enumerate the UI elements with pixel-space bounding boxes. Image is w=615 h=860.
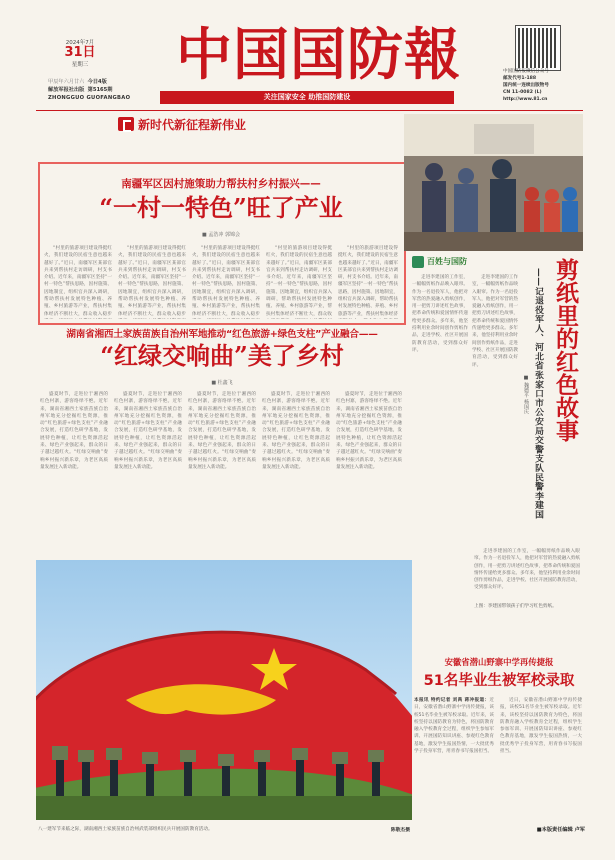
story-a-body-3: “村里的旅游项目建设得挺红火，我们建设的民宿生意也越来越好了。”近日，南疆军区某部官兵来到帮扶村走访调研，村支书介绍。近年来，南疆军区坚持“一村一特色”帮扶思路，因村施策、因地制宜，组织官兵深入调研，帮助帮扶村发展特色种植、养殖、乡村旅游等产业，帮扶村集体经济不断壮大，群众收入稳步: [192, 246, 260, 317]
bottom-body-2: 近日，安徽省潜山野寨中学再传捷报，该校51名毕业生被军校录取。近年来，该校坚持以国防教育为特色，将国防教育融入学校教育全过程，组织学生参加军训、开展国防知识讲座、参观红色教育基地，激发学生报国热情，一大批优秀学子投身军营，用青春书写报国担当。: [500, 698, 582, 755]
right-body: 走进李建国的工作室，一幅幅剪纸作品映入眼帘。作为一名退役军人，他把对军营的热爱融入剪纸创作，用一把剪刀讲述红色故事，把革命传统和爱国情怀传递给更多群众。多年来，他坚持利用业余时间创作剪纸作品，走进学校、社区开展国防教育活动，受到群众好评。: [412, 275, 468, 353]
post-code: 邮发代号1-188: [503, 76, 537, 81]
story-b-body-col3: [188, 391, 256, 553]
banner-people-defense: [412, 254, 502, 270]
bottom-body-col2: [500, 697, 582, 823]
story-b-headline: “红绿交响曲”美了乡村: [100, 341, 344, 370]
story-a-headline: “一村一特色”旺了产业: [99, 193, 343, 222]
bottom-body: 近日，安徽省潜山野寨中学再传捷报，该校51名毕业生被军校录取。近年来，该校坚持以国防教育为特色，将国防教育融入学校教育全过程，组织学生参加军训、开展国防知识讲座、参观红色教育基地，激发学生报国热情，一大批优秀学子投身军营，用青春书写报国担当。: [414, 698, 494, 755]
date-year-month: 2024年7月: [65, 40, 95, 46]
story-b-body-col5: [336, 391, 402, 553]
right-body-2: 走进李建国的工作室，一幅幅剪纸作品映入眼帘。作为一名退役军人，他把对军营的热爱融入剪纸创作，用一把剪刀讲述红色故事，把革命传统和爱国情怀传递给更多群众。多年来，他坚持利用业余时间创作剪纸作品，走进学校、社区开展国防教育活动，受到群众好评。: [472, 275, 518, 368]
qr-caption: 中国国防报微信公众号: [503, 69, 549, 74]
right-byline: ■ 魏德平 杨国庆: [523, 375, 529, 415]
bottom-photo-credit: 陈敬杰摄: [390, 828, 410, 833]
right-body-col1: [412, 274, 468, 552]
date-weekday: 星期三: [71, 62, 89, 68]
slogan-bar: [160, 91, 454, 104]
story-b-body-5: 盛夏时节，走进位于湘西的红色村寨，游客络绎不绝。近年来，湖南省湘西土家族苗族自治州军地充分挖掘红色资源，推动“红色旅游+绿色支柱”产业融合发展，打造红色研学基地，发展特色种植，让红色资源活起来、绿色产业强起来，群众的日子越过越红火。“红绿交响曲”奏响乡村振兴新乐章，为老区高质量发展注入新动能。: [336, 392, 402, 470]
publication-info: [503, 68, 593, 103]
bottom-photo-caption: 八一建军节来临之际，湖南湘西土家族苗族自治州武装部组织民兵开展国防教育活动。: [38, 827, 213, 832]
bottom-byline: 本报讯 特约记者 刘禹 蒋冲报道：: [414, 698, 490, 703]
story-a-body: “村里的旅游项目建设得挺红火，我们建设的民宿生意也越来越好了。”近日，南疆军区某部官兵来到帮扶村走访调研，村支书介绍。近年来，南疆军区坚持“一村一特色”帮扶思路，因村施策、因地制宜，组织官兵深入调研，帮助帮扶村发展特色种植、养殖、乡村旅游等产业，帮扶村集体经济不断壮大，群众收入稳步: [44, 246, 112, 317]
date-day: 31日: [64, 45, 96, 60]
story-b-body-col2: [114, 391, 182, 553]
page-editor: ■本版责任编辑 卢军: [536, 827, 585, 833]
story-a-byline: ■ 孟浩冲 郭锦会: [202, 232, 240, 238]
story-b-kicker: 湖南省湘西土家族苗族自治州军地推动“红色旅游+绿色支柱”产业融合——: [66, 329, 378, 340]
bottom-photo: [36, 560, 412, 820]
story-a-topline: [38, 162, 404, 164]
lunar-date: 甲辰年六月廿六: [48, 79, 85, 85]
story-a-body-col4: [266, 245, 332, 319]
banner-new-era-text: 新时代新征程新伟业: [138, 118, 247, 132]
story-b-body-2: 盛夏时节，走进位于湘西的红色村寨，游客络绎不绝。近年来，湖南省湘西土家族苗族自治州军地充分挖掘红色资源，推动“红色旅游+绿色支柱”产业融合发展，打造红色研学基地，发展特色种植，让红色资源活起来、绿色产业强起来，群众的日子越过越红火。“红绿交响曲”奏响乡村振兴新乐章，为老区高质量发展注入新动能。: [114, 392, 182, 470]
right-photo-caption: 上图：李建国带领孩子们学习红色剪纸。: [474, 604, 557, 609]
newspaper-title: 中国国防報: [176, 22, 461, 88]
right-headline: 剪纸里的红色故事: [552, 258, 579, 442]
story-a-body-col1: [44, 245, 112, 319]
story-b-byline: ■ 杜鑫飞: [211, 380, 233, 386]
masthead-divider: [36, 110, 583, 111]
issue-info: [48, 78, 160, 102]
story-b-body-col4: [262, 391, 330, 553]
bottom-headline: 51名毕业生被军校录取: [423, 673, 575, 689]
story-a-kicker: 南疆军区因村施策助力帮扶村乡村振兴——: [121, 178, 321, 190]
banner-new-era: [118, 114, 268, 134]
issue-number: 第5165期: [87, 87, 113, 93]
story-b-body-4: 盛夏时节，走进位于湘西的红色村寨，游客络绎不绝。近年来，湖南省湘西土家族苗族自治州军地充分挖掘红色资源，推动“红色旅游+绿色支柱”产业融合发展，打造红色研学基地，发展特色种植，让红色资源活起来、绿色产业强起来，群众的日子越过越红火。“红绿交响曲”奏响乡村振兴新乐章，为老区高质量发展注入新动能。: [262, 392, 330, 470]
story-a-body-2: “村里的旅游项目建设得挺红火，我们建设的民宿生意也越来越好了。”近日，南疆军区某部官兵来到帮扶村走访调研，村支书介绍。近年来，南疆军区坚持“一村一特色”帮扶思路，因村施策、因地制宜，组织官兵深入调研，帮助帮扶村发展特色种植、养殖、乡村旅游等产业，帮扶村集体经济不断壮大，群众收入稳步: [118, 246, 186, 317]
qr-code: [516, 26, 560, 70]
bottom-kicker: 安徽省潜山野寨中学再传捷报: [444, 657, 554, 667]
story-a-body-col2: [118, 245, 186, 319]
cn-number: CN 11-0082 (L): [503, 90, 542, 95]
right-body-col2: [472, 274, 518, 552]
story-b-body-col1: [40, 391, 108, 553]
story-a-body-5: “村里的旅游项目建设得挺红火，我们建设的民宿生意也越来越好了。”近日，南疆军区某部官兵来到帮扶村走访调研，村支书介绍。近年来，南疆军区坚持“一村一特色”帮扶思路，因村施策、因地制宜，组织官兵深入调研，帮助帮扶村发展特色种植、养殖、乡村旅游等产业，帮扶村集体经济: [338, 246, 398, 317]
cn-label: 国内统一连续出版物号: [503, 83, 549, 88]
issue-today: 今日4版: [87, 79, 107, 85]
right-subhead: ——记退役军人、河北省张家口市公安局交警支队民警李建国: [533, 268, 543, 520]
banner-people-defense-text: 百姓与国防: [427, 257, 467, 266]
bottom-body-col1: [414, 697, 494, 827]
right-body-3: 走进李建国的工作室，一幅幅剪纸作品映入眼帘。作为一名退役军人，他把对军营的热爱融入剪纸创作，用一把剪刀讲述红色故事，把革命传统和爱国情怀传递给更多群众。多年来，他坚持利用业余时间创作剪纸作品，走进学校、社区开展国防教育活动，受到群众好评。: [474, 549, 580, 591]
story-a-photo: [404, 114, 583, 251]
slogan-text: 关注国家安全 助推国防建设: [263, 93, 351, 101]
story-a-body-4: “村里的旅游项目建设得挺红火，我们建设的民宿生意也越来越好了。”近日，南疆军区某部官兵来到帮扶村走访调研，村支书介绍。近年来，南疆军区坚持“一村一特色”帮扶思路，因村施策、因地制宜，组织官兵深入调研，帮助帮扶村发展特色种植、养殖、乡村旅游等产业，帮扶村集体经济不断壮大，群众收: [266, 246, 332, 317]
publisher: 解放军报社出版: [48, 87, 85, 93]
right-body-col3: [474, 548, 580, 600]
story-b-body-3: 盛夏时节，走进位于湘西的红色村寨，游客络绎不绝。近年来，湖南省湘西土家族苗族自治州军地充分挖掘红色资源，推动“红色旅游+绿色支柱”产业融合发展，打造红色研学基地，发展特色种植，让红色资源活起来、绿色产业强起来，群众的日子越过越红火。“红绿交响曲”奏响乡村振兴新乐章，为老区高质量发展注入新动能。: [188, 392, 256, 470]
story-a-body-col3: [192, 245, 260, 319]
website: http://www.81.cn: [503, 97, 548, 102]
story-b-body: 盛夏时节，走进位于湘西的红色村寨，游客络绎不绝。近年来，湖南省湘西土家族苗族自治州军地充分挖掘红色资源，推动“红色旅游+绿色支柱”产业融合发展，打造红色研学基地，发展特色种植，让红色资源活起来、绿色产业强起来，群众的日子越过越红火。“红绿交响曲”奏响乡村振兴新乐章，为老区高质量发展注入新动能。: [40, 392, 108, 470]
date-box: [60, 38, 100, 74]
story-a-body-col5: [338, 245, 398, 319]
title-pinyin: ZHONGGUO GUOFANGBAO: [48, 95, 131, 101]
